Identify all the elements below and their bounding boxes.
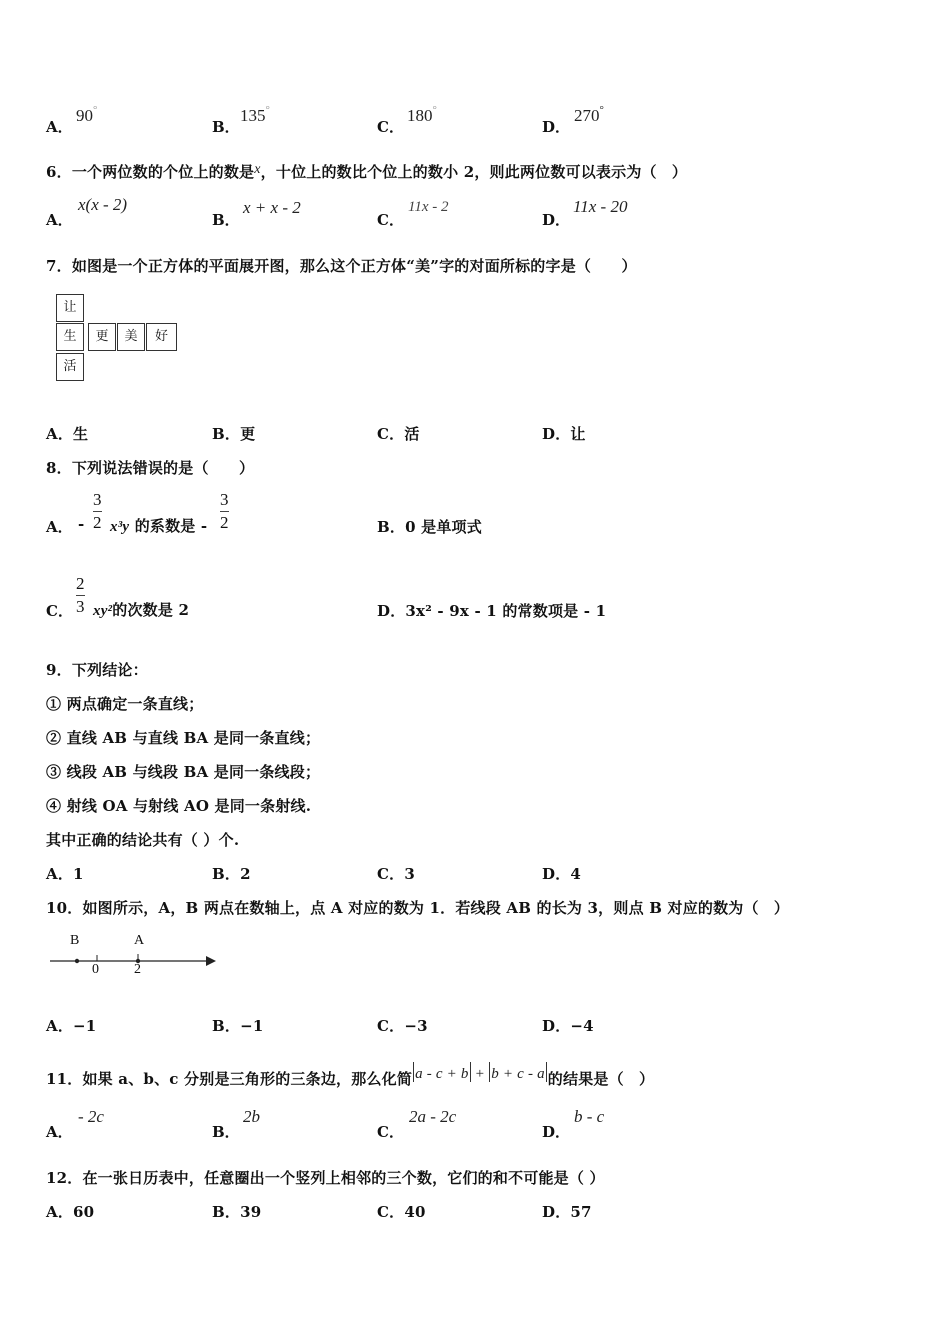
- q12-stem: 12．在一张日历表中，任意圈出一个竖列上相邻的三个数，它们的和不可能是（ ）: [46, 1169, 605, 1187]
- q6-stem-before: 6．一个两位数的个位上的数是: [46, 163, 255, 181]
- q5-option-b-label: B．: [212, 118, 240, 136]
- q6-variable: x: [254, 162, 261, 177]
- q9-stem: 9．下列结论：: [46, 661, 148, 679]
- q5-option-b-value: 135°: [240, 104, 270, 125]
- q11-option-a-label: A．: [46, 1123, 73, 1141]
- point-b-label: B: [70, 933, 80, 948]
- tick-label-2: 2: [134, 962, 141, 977]
- q8-option-a-text: x³y 的系数是 -: [110, 517, 208, 535]
- q9-item-3: ③ 线段 AB 与线段 BA 是同一条线段；: [46, 763, 321, 781]
- q8-option-a-label: A．: [46, 518, 73, 536]
- q7-option-c: C．活: [377, 425, 420, 443]
- q9-item-1: ① 两点确定一条直线；: [46, 695, 204, 713]
- q8-option-b: B．0 是单项式: [377, 518, 482, 536]
- q5-option-c-value: 180°: [407, 104, 437, 125]
- q8-option-a-sign: -: [78, 515, 85, 533]
- q8-option-c-fraction: 2 3: [76, 574, 85, 616]
- q11-option-b-expr: 2b: [243, 1107, 260, 1126]
- q12-option-c: C．40: [377, 1203, 426, 1221]
- q11-stem-after: 的结果是（ ）: [547, 1070, 655, 1088]
- q6-option-a-label: A．: [46, 211, 73, 229]
- tick-label-0: 0: [92, 962, 99, 977]
- q5-option-c-label: C．: [377, 118, 404, 136]
- q11-option-c-label: C．: [377, 1123, 404, 1141]
- q9-option-b: B．2: [212, 865, 251, 883]
- q9-summary: 其中正确的结论共有（ ）个.: [46, 831, 240, 849]
- q9-option-a: A．1: [46, 865, 84, 883]
- q11-stem: [46, 1062, 654, 1089]
- q11-option-d-label: D．: [542, 1123, 571, 1141]
- q6-option-b-expr: x + x - 2: [243, 198, 301, 217]
- q12-option-a: A．60: [46, 1203, 95, 1221]
- point-a-label: A: [134, 933, 145, 948]
- q11-option-a-expr: - 2c: [78, 1107, 104, 1126]
- q8-option-a-fraction: 3 2: [93, 490, 102, 532]
- q8-option-d: D．3x² - 9x - 1 的常数项是 - 1: [377, 602, 607, 620]
- net-cell-right-1: 更: [88, 323, 116, 351]
- q9-item-4: ④ 射线 OA 与射线 AO 是同一条射线.: [46, 797, 312, 815]
- net-cell-bottom: 活: [56, 353, 84, 381]
- q11-option-d-expr: b - c: [574, 1107, 605, 1126]
- net-cell-right-3: 好: [146, 323, 177, 351]
- q11-expression: a - c + b + b + c - a: [412, 1066, 548, 1082]
- q8-option-c-label: C．: [46, 602, 73, 620]
- q5-option-a-value: 90°: [76, 104, 98, 125]
- q8-option-c-text: xy²的次数是 2: [93, 601, 190, 619]
- q9-item-2: ② 直线 AB 与直线 BA 是同一条直线；: [46, 729, 321, 747]
- q10-option-c: C．−3: [377, 1017, 428, 1035]
- q6-option-d-expr: 11x - 20: [573, 197, 628, 216]
- net-cell-top: 让: [56, 294, 84, 322]
- q6-stem: [46, 161, 687, 182]
- q7-option-b: B．更: [212, 425, 256, 443]
- q7-option-a: A．生: [46, 425, 89, 443]
- q11-option-b-label: B．: [212, 1123, 240, 1141]
- q5-option-d-label: D．: [542, 118, 571, 136]
- q5-option-a-label: A．: [46, 118, 73, 136]
- q11-option-c-expr: 2a - 2c: [409, 1107, 457, 1126]
- q10-option-b: B．−1: [212, 1017, 264, 1035]
- q11-stem-before: 11．如果 a、b、c 分别是三角形的三条边，那么化简: [46, 1070, 413, 1088]
- q6-stem-after: ，十位上的数比个位上的数小 2，则此两位数可以表示为（ ）: [260, 163, 688, 181]
- q8-option-a-fraction-2: 3 2: [220, 490, 229, 532]
- q10-option-d: D．−4: [542, 1017, 594, 1035]
- net-cell-middle: 生: [56, 323, 84, 351]
- q8-stem: 8．下列说法错误的是（ ）: [46, 459, 255, 477]
- q12-option-d: D．57: [542, 1203, 592, 1221]
- q9-option-d: D．4: [542, 865, 582, 883]
- q12-option-b: B．39: [212, 1203, 262, 1221]
- q5-option-d-value: 270°: [574, 104, 604, 125]
- net-cell-right-2: 美: [117, 323, 145, 351]
- q7-option-d: D．让: [542, 425, 586, 443]
- q6-option-c-label: C．: [377, 211, 404, 229]
- q9-option-c: C．3: [377, 865, 415, 883]
- q6-option-b-label: B．: [212, 211, 240, 229]
- q6-option-d-label: D．: [542, 211, 571, 229]
- q6-option-a-expr: x(x - 2): [78, 195, 128, 214]
- q6-option-c-expr: 11x - 2: [408, 199, 449, 215]
- q7-stem: 7．如图是一个正方体的平面展开图，那么这个正方体“美”字的对面所标的字是（ ）: [46, 257, 637, 275]
- q10-option-a: A．−1: [46, 1017, 97, 1035]
- q10-stem: 10．如图所示，A，B 两点在数轴上，点 A 对应的数为 1．若线段 AB 的长为 3，则点 B 对应的数为（ ）: [46, 899, 790, 917]
